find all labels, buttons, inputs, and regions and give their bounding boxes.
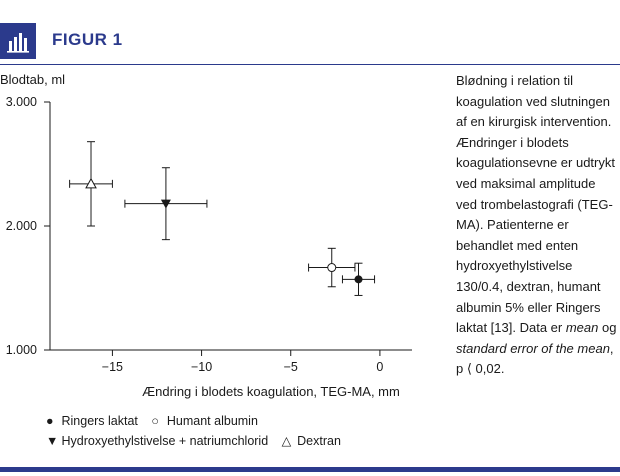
marker-open-circle [328,264,336,272]
figure-caption [456,71,620,380]
open-circle-icon: ○ [151,414,159,428]
x-axis-label: Ændring i blodets koagulation, TEG-MA, mm [142,384,400,399]
x-tick-label: 0 [376,360,384,374]
x-tick-label: −5 [283,360,298,374]
filled-triangle-down-icon: ▼ [46,434,59,448]
legend-item-albumin [151,411,258,431]
legend-label: Humant albumin [166,414,258,428]
chart-legend [46,411,406,451]
legend-label: Hydroxyethylstivelse + natriumchlorid [61,434,269,448]
legend-item-dextran [282,431,341,451]
caption-sem: standard error of the mean [456,340,610,356]
chart-axes [6,95,412,374]
marker-filled-circle [355,275,363,283]
data-point-3 [70,142,113,226]
y-tick-label: 1.000 [5,343,37,357]
x-tick-label: −10 [190,360,213,374]
legend-label: Dextran [297,434,341,448]
figure-header [0,0,620,65]
figure-title: FIGUR 1 [52,30,123,49]
open-triangle-up-icon: △ [281,434,292,448]
legend-item-hes [46,431,268,451]
caption-og: og [598,320,617,336]
bar-chart-icon [0,23,36,59]
chart-marks [70,142,375,296]
data-point-1 [309,248,355,286]
y-axis-label: Blodtab, ml [0,72,66,87]
figure-bottom-bar [0,467,620,472]
filled-circle-icon: ● [46,414,54,428]
x-tick-label: −15 [101,360,124,374]
data-point-2 [125,168,207,240]
caption-pvalue: , p ⟨ 0,02. [456,340,614,377]
y-tick-label: 3.000 [5,95,37,109]
caption-mean: mean [565,320,599,336]
caption-text: Blødning i relation til koagulation ved slutningen af en kirurgisk intervention. Ændringer i blodets koagulationsevne er udtrykt ved maksimal amplitude ved trombelastografi (TEG-MA). Patienterne er behandlet med enten hydroxyethylstivelse 130/0.4, dextran, humant albumin 5% eller Ringers laktat [13]. Data er [456,73,615,336]
legend-label: Ringers laktat [61,414,138,428]
legend-item-ringers [46,411,138,431]
y-tick-label: 2.000 [5,219,37,233]
